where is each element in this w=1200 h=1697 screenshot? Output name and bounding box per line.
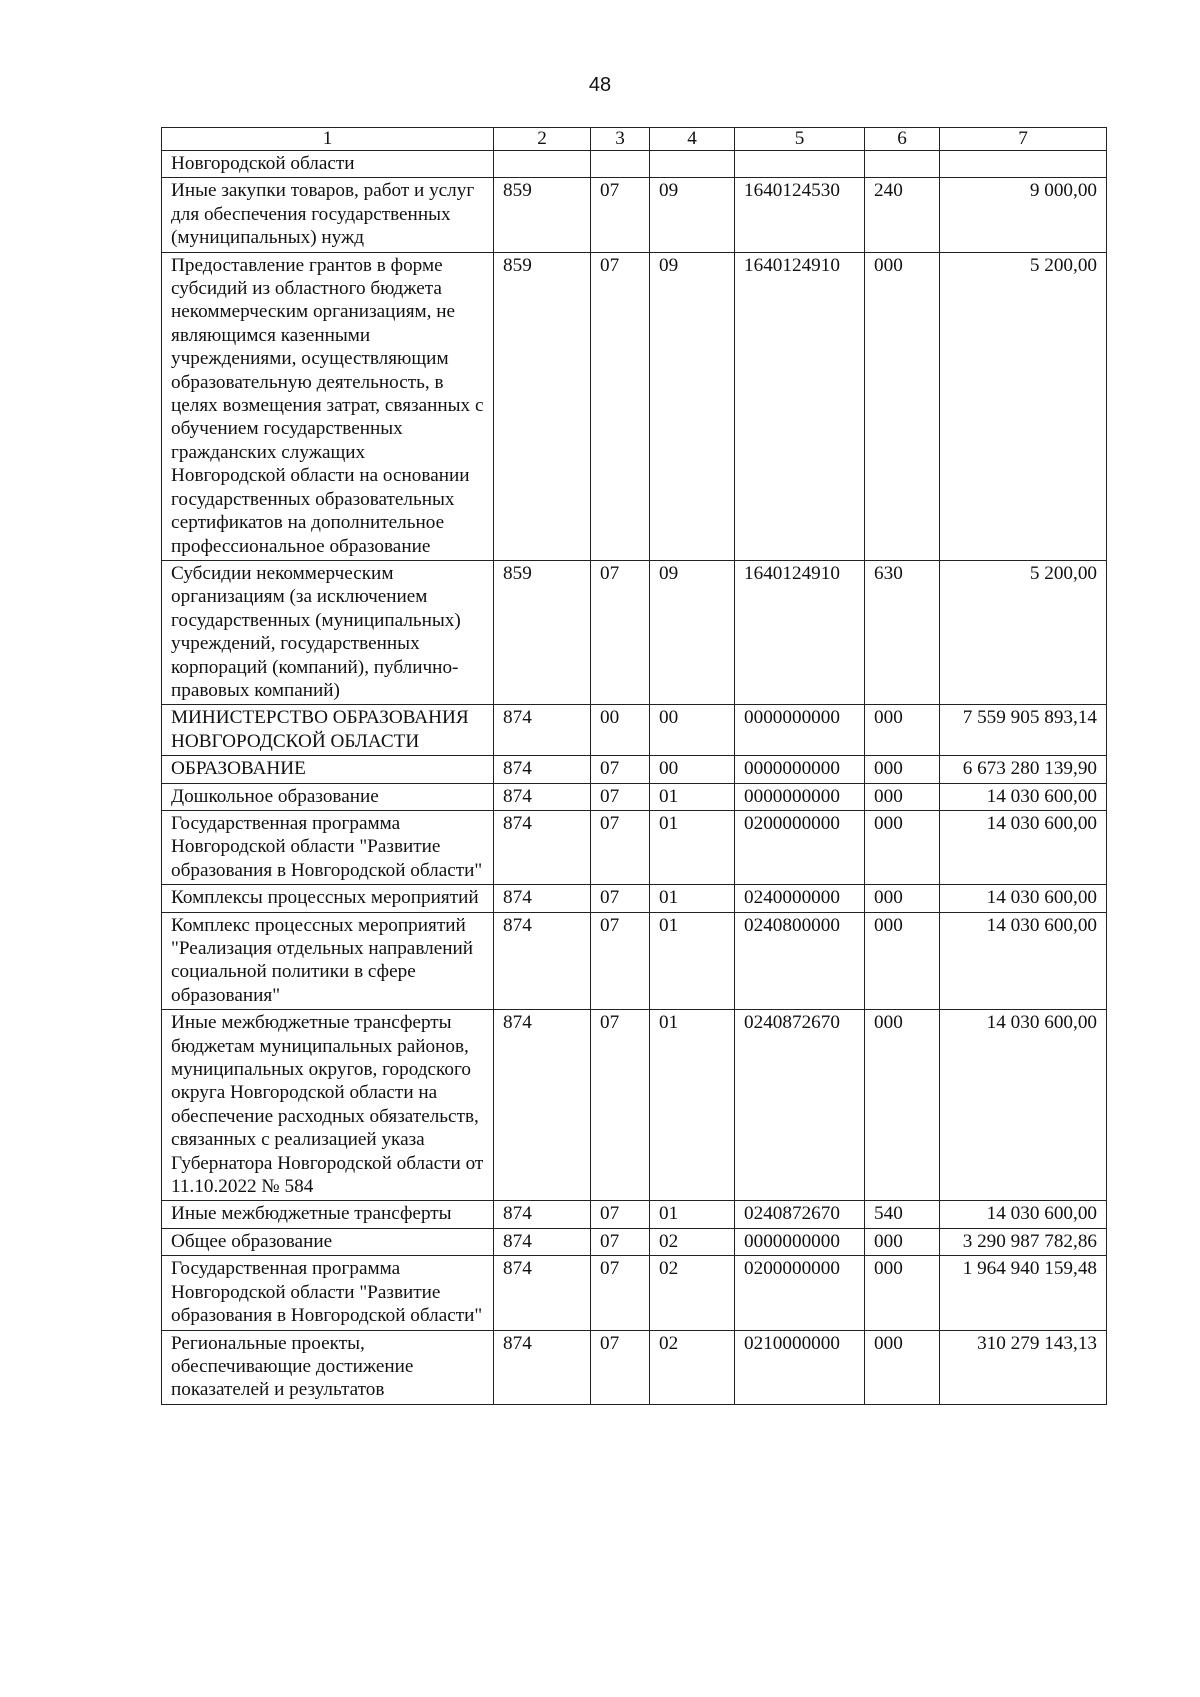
table-row <box>162 705 1107 756</box>
row-col-2: 874 <box>494 756 591 783</box>
row-col-6: 630 <box>865 560 940 704</box>
header-col-7: 7 <box>940 128 1107 151</box>
row-col-3: 07 <box>591 560 650 704</box>
row-col-5: 1640124910 <box>735 252 865 560</box>
row-col-6 <box>865 151 940 178</box>
row-col-6: 000 <box>865 756 940 783</box>
row-amount: 310 279 143,13 <box>940 1330 1107 1404</box>
row-col-2: 874 <box>494 783 591 810</box>
row-col-4: 01 <box>650 912 735 1010</box>
row-col-6: 000 <box>865 783 940 810</box>
row-name: Комплекс процессных мероприятий "Реализация отдельных направлений социальной политики в сфере образования" <box>162 912 494 1010</box>
row-col-4: 02 <box>650 1228 735 1255</box>
row-col-2: 874 <box>494 1256 591 1330</box>
row-col-4: 01 <box>650 1201 735 1228</box>
row-col-6: 000 <box>865 1256 940 1330</box>
header-row <box>162 128 1107 151</box>
row-amount: 5 200,00 <box>940 560 1107 704</box>
row-amount: 9 000,00 <box>940 178 1107 252</box>
row-name: Дошкольное образование <box>162 783 494 810</box>
row-amount: 5 200,00 <box>940 252 1107 560</box>
row-col-6: 000 <box>865 1330 940 1404</box>
table-row <box>162 252 1107 560</box>
row-amount: 1 964 940 159,48 <box>940 1256 1107 1330</box>
row-col-4: 01 <box>650 810 735 884</box>
row-col-3: 07 <box>591 252 650 560</box>
table-row <box>162 151 1107 178</box>
row-col-3: 07 <box>591 756 650 783</box>
row-col-5: 0240872670 <box>735 1201 865 1228</box>
row-col-6: 240 <box>865 178 940 252</box>
header-col-1: 1 <box>162 128 494 151</box>
row-amount: 14 030 600,00 <box>940 1010 1107 1201</box>
table-row <box>162 178 1107 252</box>
row-col-4: 01 <box>650 1010 735 1201</box>
row-col-5: 0000000000 <box>735 756 865 783</box>
row-col-3: 07 <box>591 1201 650 1228</box>
row-col-2: 874 <box>494 1330 591 1404</box>
row-name: Иные межбюджетные трансферты бюджетам муниципальных районов, муниципальных округов, городского округа Новгородской области на обеспечение расходных обязательств, связанных с реализацией указа Губернатора Новгородской области от 11.10.2022 № 584 <box>162 1010 494 1201</box>
row-col-6: 000 <box>865 1228 940 1255</box>
row-name: Комплексы процессных мероприятий <box>162 885 494 912</box>
row-amount: 14 030 600,00 <box>940 810 1107 884</box>
budget-table <box>161 127 1107 1405</box>
header-col-4: 4 <box>650 128 735 151</box>
row-col-5: 0210000000 <box>735 1330 865 1404</box>
row-col-5: 0000000000 <box>735 705 865 756</box>
row-col-2: 859 <box>494 178 591 252</box>
row-col-3: 07 <box>591 783 650 810</box>
table-row <box>162 1201 1107 1228</box>
row-col-4: 00 <box>650 756 735 783</box>
row-col-4: 02 <box>650 1330 735 1404</box>
row-col-3: 07 <box>591 178 650 252</box>
row-amount <box>940 151 1107 178</box>
header-col-2: 2 <box>494 128 591 151</box>
row-col-6: 000 <box>865 705 940 756</box>
row-col-4: 01 <box>650 783 735 810</box>
row-col-6: 000 <box>865 1010 940 1201</box>
table-row <box>162 1010 1107 1201</box>
row-col-3 <box>591 151 650 178</box>
table-row <box>162 912 1107 1010</box>
row-name: Иные межбюджетные трансферты <box>162 1201 494 1228</box>
row-name: Предоставление грантов в форме субсидий из областного бюджета некоммерческим организациям, не являющимся казенными учреждениями, осуществляющим образовательную деятельность, в целях возмещения затрат, связанных с обучением государственных гражданских служащих Новгородской области на основании государственных образовательных сертификатов на дополнительное профессиональное образование <box>162 252 494 560</box>
row-col-4: 02 <box>650 1256 735 1330</box>
table-row <box>162 885 1107 912</box>
header-col-3: 3 <box>591 128 650 151</box>
row-col-5: 0200000000 <box>735 1256 865 1330</box>
row-col-4 <box>650 151 735 178</box>
row-col-3: 07 <box>591 1228 650 1255</box>
row-amount: 14 030 600,00 <box>940 885 1107 912</box>
row-amount: 3 290 987 782,86 <box>940 1228 1107 1255</box>
row-col-2: 859 <box>494 252 591 560</box>
row-amount: 14 030 600,00 <box>940 1201 1107 1228</box>
row-col-3: 07 <box>591 1256 650 1330</box>
row-amount: 14 030 600,00 <box>940 783 1107 810</box>
row-col-3: 07 <box>591 912 650 1010</box>
row-col-2: 874 <box>494 1228 591 1255</box>
row-name: Иные закупки товаров, работ и услуг для обеспечения государственных (муниципальных) нужд <box>162 178 494 252</box>
row-col-4: 00 <box>650 705 735 756</box>
row-name: Новгородской области <box>162 151 494 178</box>
table-row <box>162 810 1107 884</box>
table-row <box>162 560 1107 704</box>
row-amount: 14 030 600,00 <box>940 912 1107 1010</box>
row-name: Государственная программа Новгородской области "Развитие образования в Новгородской области" <box>162 1256 494 1330</box>
row-col-2: 874 <box>494 912 591 1010</box>
row-col-5: 1640124910 <box>735 560 865 704</box>
row-amount: 7 559 905 893,14 <box>940 705 1107 756</box>
row-name: Общее образование <box>162 1228 494 1255</box>
table-row <box>162 1256 1107 1330</box>
header-col-5: 5 <box>735 128 865 151</box>
header-col-6: 6 <box>865 128 940 151</box>
row-col-3: 07 <box>591 1330 650 1404</box>
row-col-2: 874 <box>494 1010 591 1201</box>
row-col-4: 09 <box>650 560 735 704</box>
row-col-6: 000 <box>865 810 940 884</box>
row-col-4: 09 <box>650 178 735 252</box>
row-col-4: 09 <box>650 252 735 560</box>
row-col-2: 874 <box>494 885 591 912</box>
row-col-5: 0240800000 <box>735 912 865 1010</box>
row-name: Субсидии некоммерческим организациям (за исключением государственных (муниципальных) учреждений, государственных корпораций (компаний), публично-правовых компаний) <box>162 560 494 704</box>
row-col-3: 07 <box>591 885 650 912</box>
table-row <box>162 1330 1107 1404</box>
row-col-5: 0000000000 <box>735 783 865 810</box>
row-col-2: 859 <box>494 560 591 704</box>
row-col-2: 874 <box>494 1201 591 1228</box>
row-col-3: 00 <box>591 705 650 756</box>
row-col-5: 0200000000 <box>735 810 865 884</box>
row-col-4: 01 <box>650 885 735 912</box>
row-col-5: 0000000000 <box>735 1228 865 1255</box>
row-col-3: 07 <box>591 1010 650 1201</box>
page-number: 48 <box>588 74 612 96</box>
table-row <box>162 1228 1107 1255</box>
row-col-6: 000 <box>865 885 940 912</box>
row-col-5 <box>735 151 865 178</box>
row-col-2: 874 <box>494 810 591 884</box>
table-row <box>162 783 1107 810</box>
row-name: Государственная программа Новгородской области "Развитие образования в Новгородской области" <box>162 810 494 884</box>
row-col-6: 000 <box>865 912 940 1010</box>
row-col-5: 0240872670 <box>735 1010 865 1201</box>
row-col-3: 07 <box>591 810 650 884</box>
row-col-6: 000 <box>865 252 940 560</box>
row-name: Региональные проекты, обеспечивающие достижение показателей и результатов <box>162 1330 494 1404</box>
row-col-2 <box>494 151 591 178</box>
row-name: МИНИСТЕРСТВО ОБРАЗОВАНИЯ НОВГОРОДСКОЙ ОБЛАСТИ <box>162 705 494 756</box>
row-col-5: 0240000000 <box>735 885 865 912</box>
row-name: ОБРАЗОВАНИЕ <box>162 756 494 783</box>
row-col-5: 1640124530 <box>735 178 865 252</box>
row-col-6: 540 <box>865 1201 940 1228</box>
row-col-2: 874 <box>494 705 591 756</box>
row-amount: 6 673 280 139,90 <box>940 756 1107 783</box>
table-row <box>162 756 1107 783</box>
